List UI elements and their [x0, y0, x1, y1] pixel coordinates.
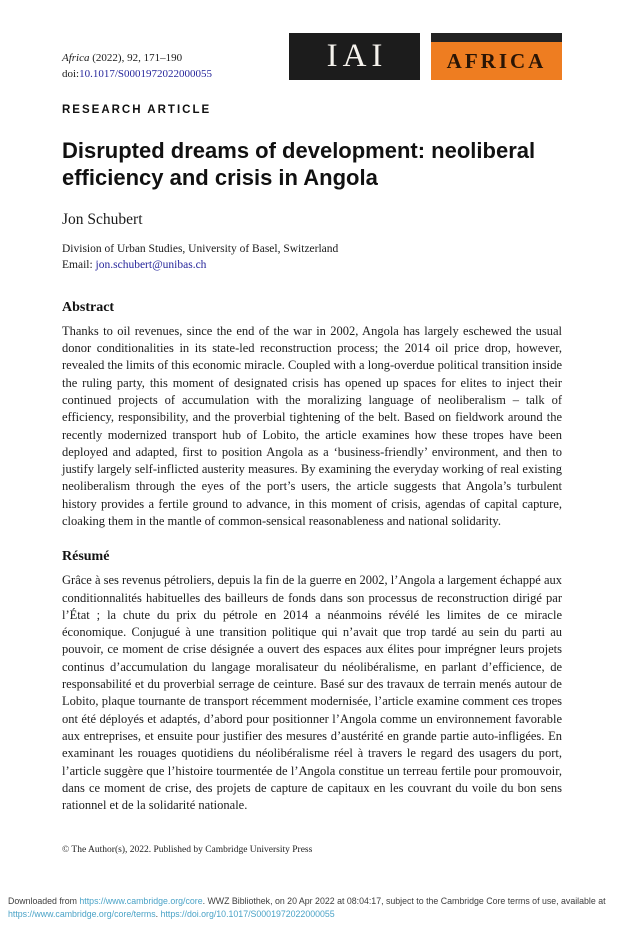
footer-core-link[interactable]: https://www.cambridge.org/core — [79, 896, 203, 906]
email-label: Email: — [62, 258, 96, 271]
doi-link[interactable]: 10.1017/S0001972022000055 — [79, 67, 213, 80]
citation-line — [62, 51, 212, 67]
article-title: Disrupted dreams of development: neoliberal efficiency and crisis in Angola — [62, 137, 536, 190]
journal-name: Africa — [62, 52, 90, 64]
resume-text: Grâce à ses revenus pétroliers, depuis la fin de la guerre en 2002, l’Angola a largement échappé aux conditionnalités habituelles des bailleurs de fonds dans son processus de reconstruction dirigé par l’État ; la chute du prix du pétrole en 2014 a néanmoins révélé les limites de ce miracle économique. Conjugué à une transition politique qui n’avait que trop tardé au sein du parti au pouvoir, ce moment de crise désignée a ouvert des espaces aux élites pour imprégner leurs projets continus d’accumulation du langage moralisateur du néolibéralisme, en parlant d’efficience, de responsabilité et du proverbial serrage de ceinture. Basé sur des travaux de terrain menés autour de Lobito, plaque tournante de transport récemment modernisée, l’article examine comment ces tropes ont été déployés et adaptés, d’abord pour positionner l’Angola comme un environnement favorable aux entreprises, et ensuite pour justifier des mesures d’austérité en grande partie auto-infligées. En examinant les rouages quotidiens du néolibéralisme réel à travers le regard des usagers du port, l’article suggère que l’histoire tourmentée de l’Angola constitue un terreau fertile pour promouvoir, dans ce moment de crise, des projets de capture de capitaux en les couvrant du voile du bon sens rationnel et de la solidarité nationale. — [62, 573, 562, 813]
author-name: Jon Schubert — [62, 210, 143, 228]
author-affiliation-block — [62, 241, 562, 273]
page-header — [62, 33, 562, 83]
download-footer — [8, 895, 608, 921]
email-line — [62, 257, 562, 273]
citation-details: (2022), 92, 171–190 — [89, 52, 183, 64]
publisher-logos — [289, 33, 562, 80]
footer-terms-link[interactable]: https://www.cambridge.org/core/terms — [8, 909, 156, 920]
copyright-line: © The Author(s), 2022. Published by Cambridge University Press — [62, 845, 313, 856]
footer-text-3: . — [155, 909, 161, 920]
resume-heading: Résumé — [62, 549, 110, 565]
africa-logo-strip — [431, 33, 562, 42]
doi-label: doi: — [62, 67, 80, 80]
journal-citation — [62, 33, 212, 83]
africa-logo-label: AFRICA — [431, 42, 562, 80]
footer-text-1: Downloaded from — [8, 896, 80, 906]
footer-text-2: . WWZ Bibliothek, on 20 Apr 2022 at 08:04:17, subject to the Cambridge Core terms of use, available at — [202, 896, 606, 906]
iai-logo: IAI — [289, 33, 420, 80]
affiliation-line: Division of Urban Studies, University of Basel, Switzerland — [62, 242, 339, 255]
footer-doi-link[interactable]: https://doi.org/10.1017/S0001972022000055 — [160, 909, 335, 920]
abstract-text: Thanks to oil revenues, since the end of the war in 2002, Angola has largely eschewed the usual donor conditionalities in its state-led reconstruction process; the 2014 oil price drop, however, revealed the limits of this economic miracle. Coupled with a long-overdue political transition inside the ruling party, this moment of designated crisis has opened up spaces for elites to inject their continued projects of accumulation with the moralizing language of neoliberalism – talk of efficiency, responsibility, and the proverbial tightening of the belt. Based on fieldwork around the recently modernized transport hub of Lobito, the article examines how these tropes have been deployed and adapted, first to position Angola as a ‘business-friendly’ environment, and then to justify largely self-inflicted austerity measures. By examining the everyday working of real existing neoliberalism through the eyes of the port’s users, the article suggests that Angola’s turbulent history provides a fertile ground to advance, in this moment of crisis, agendas of capital capture, cloaking them in the mantle of common-sensical reasonableness and national solidarity. — [62, 323, 562, 528]
email-link[interactable]: jon.schubert@unibas.ch — [95, 258, 207, 271]
doi-line — [62, 67, 212, 83]
africa-logo — [431, 33, 562, 80]
article-type-label: RESEARCH ARTICLE — [62, 103, 212, 116]
abstract-heading: Abstract — [62, 299, 115, 315]
